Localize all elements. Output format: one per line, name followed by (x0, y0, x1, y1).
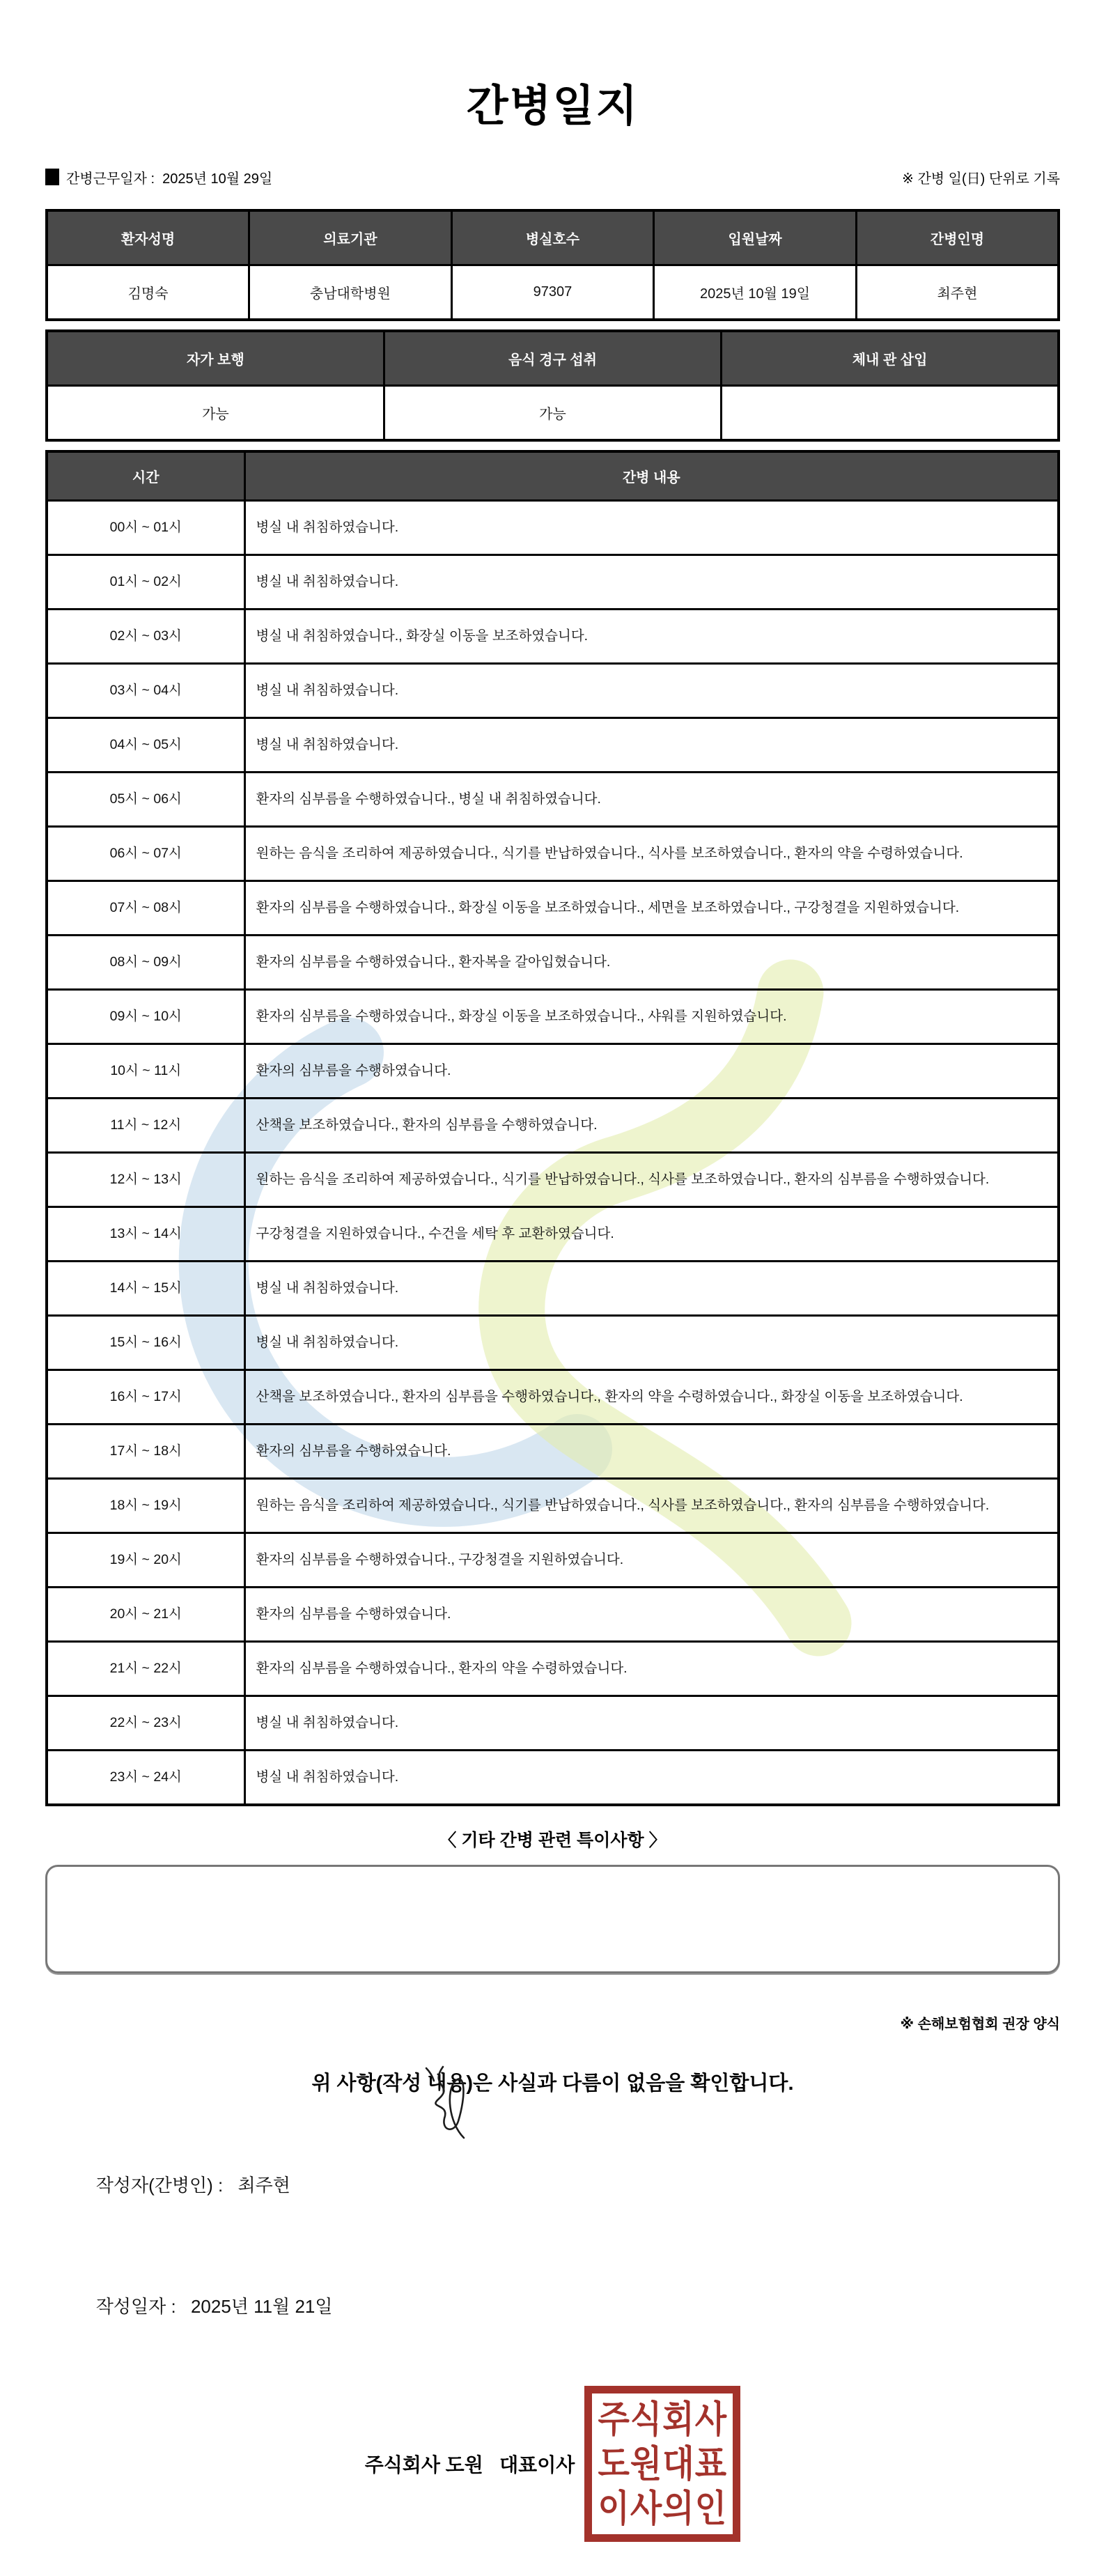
table-row (47, 718, 1059, 773)
table-row (47, 1425, 1059, 1479)
writer-line (56, 2148, 1060, 2248)
time-slot: 04시 ~ 05시 (47, 718, 244, 773)
value-internal-tube (722, 386, 1059, 441)
care-content: 구강청결을 지원하였습니다., 수건을 세탁 후 교환하였습니다. (244, 1207, 1059, 1262)
time-slot: 22시 ~ 23시 (47, 1696, 244, 1751)
care-content: 환자의 심부름을 수행하였습니다., 화장실 이동을 보조하였습니다., 샤워를 지원하였습니다. (244, 990, 1059, 1044)
time-slot: 23시 ~ 24시 (47, 1751, 244, 1806)
care-content: 산책을 보조하였습니다., 환자의 심부름을 수행하였습니다., 환자의 약을 수령하였습니다., 화장실 이동을 보조하였습니다. (244, 1370, 1059, 1425)
time-slot: 19시 ~ 20시 (47, 1533, 244, 1588)
page-title: 간병일지 (466, 82, 639, 130)
table-row (47, 555, 1059, 610)
time-slot: 10시 ~ 11시 (47, 1044, 244, 1099)
log-header-row (47, 451, 1059, 501)
care-content: 환자의 심부름을 수행하였습니다., 환자의 약을 수령하였습니다. (244, 1642, 1059, 1696)
table-row (47, 664, 1059, 718)
care-work-date (45, 169, 272, 188)
time-slot: 07시 ~ 08시 (47, 881, 244, 936)
status-value-row (47, 386, 1059, 441)
date-value: 2025년 11월 21일 (190, 2296, 333, 2317)
care-content: 병실 내 취침하였습니다. (244, 718, 1059, 773)
header-time: 시간 (47, 451, 244, 501)
table-row (47, 1316, 1059, 1370)
time-slot: 06시 ~ 07시 (47, 827, 244, 881)
care-content: 병실 내 취침하였습니다. (244, 664, 1059, 718)
table-row (47, 936, 1059, 990)
table-row (47, 1696, 1059, 1751)
time-slot: 12시 ~ 13시 (47, 1153, 244, 1207)
header-caregiver-name: 간병인명 (856, 210, 1059, 265)
value-caregiver-name: 최주현 (856, 265, 1059, 320)
value-medical-institution: 충남대학병원 (249, 265, 452, 320)
time-slot: 21시 ~ 22시 (47, 1642, 244, 1696)
company-row (45, 2386, 1060, 2542)
time-slot: 11시 ~ 12시 (47, 1099, 244, 1153)
notes-section-title: 〈 기타 간병 관련 특이사항 〉 (439, 1831, 667, 1850)
patient-info-table (45, 209, 1060, 321)
care-content: 병실 내 취침하였습니다. (244, 1262, 1059, 1316)
care-content: 병실 내 취침하였습니다. (244, 501, 1059, 555)
care-content: 병실 내 취침하였습니다. (244, 1316, 1059, 1370)
time-slot: 14시 ~ 15시 (47, 1262, 244, 1316)
notes-box (45, 1865, 1060, 1973)
status-header-row (47, 331, 1059, 386)
care-content: 병실 내 취침하였습니다. (244, 1751, 1059, 1806)
table-row (47, 881, 1059, 936)
care-content: 환자의 심부름을 수행하였습니다. (244, 1588, 1059, 1642)
table-row (47, 501, 1059, 555)
header-internal-tube: 체내 관 삽입 (722, 331, 1059, 386)
care-content: 환자의 심부름을 수행하였습니다., 환자복을 갈아입혔습니다. (244, 936, 1059, 990)
table-row (47, 1479, 1059, 1533)
time-slot: 00시 ~ 01시 (47, 501, 244, 555)
time-slot: 15시 ~ 16시 (47, 1316, 244, 1370)
table-row (47, 1642, 1059, 1696)
table-row (47, 1588, 1059, 1642)
table-row (47, 1262, 1059, 1316)
form-standard-note: ※ 손해보험협회 권장 양식 (900, 2017, 1060, 2032)
time-slot: 09시 ~ 10시 (47, 990, 244, 1044)
time-slot: 18시 ~ 19시 (47, 1479, 244, 1533)
table-row (47, 1099, 1059, 1153)
square-bullet-icon (45, 169, 59, 185)
value-patient-name: 김명숙 (47, 265, 249, 320)
patient-status-table (45, 329, 1060, 442)
care-content: 원하는 음식을 조리하여 제공하였습니다., 식기를 반납하였습니다., 식사를 보조하였습니다., 환자의 심부름을 수행하였습니다. (244, 1479, 1059, 1533)
date-label: 작성일자 : (95, 2296, 181, 2317)
value-oral-intake: 가능 (384, 386, 721, 441)
care-content: 병실 내 취침하였습니다. (244, 555, 1059, 610)
care-content: 병실 내 취침하였습니다. (244, 1696, 1059, 1751)
table-row (47, 610, 1059, 664)
record-unit-note: ※ 간병 일(日) 단위로 기록 (902, 171, 1060, 187)
table-row (47, 1370, 1059, 1425)
writer-name: 최주현 (237, 2175, 290, 2196)
care-work-date-text: 간병근무일자 : 2025년 10월 29일 (66, 171, 273, 187)
stamp-line: 도원대표 (598, 2442, 728, 2485)
header-care-content: 간병 내용 (244, 451, 1059, 501)
header-oral-intake: 음식 경구 섭취 (384, 331, 721, 386)
value-admission-date: 2025년 10월 19일 (654, 265, 857, 320)
table-row (47, 1207, 1059, 1262)
care-log-table (45, 450, 1060, 1806)
footer (45, 2071, 1060, 2542)
header-room-number: 병실호수 (451, 210, 654, 265)
care-content: 환자의 심부름을 수행하였습니다. (244, 1044, 1059, 1099)
time-slot: 05시 ~ 06시 (47, 773, 244, 827)
patient-info-value-row (47, 265, 1059, 320)
care-content: 산책을 보조하였습니다., 환자의 심부름을 수행하였습니다. (244, 1099, 1059, 1153)
corporate-seal-stamp (584, 2386, 740, 2542)
header-medical-institution: 의료기관 (249, 210, 452, 265)
table-row (47, 1751, 1059, 1806)
time-slot: 03시 ~ 04시 (47, 664, 244, 718)
care-content: 원하는 음식을 조리하여 제공하였습니다., 식기를 반납하였습니다., 식사를 보조하였습니다., 환자의 심부름을 수행하였습니다. (244, 1153, 1059, 1207)
header-self-walking: 자가 보행 (47, 331, 384, 386)
value-self-walking: 가능 (47, 386, 384, 441)
care-content: 환자의 심부름을 수행하였습니다., 병실 내 취침하였습니다. (244, 773, 1059, 827)
header-patient-name: 환자성명 (47, 210, 249, 265)
header-admission-date: 입원날짜 (654, 210, 857, 265)
table-row (47, 827, 1059, 881)
meta-row (45, 169, 1060, 188)
table-row (47, 990, 1059, 1044)
time-slot: 20시 ~ 21시 (47, 1588, 244, 1642)
writer-label: 작성자(간병인) : (95, 2175, 228, 2196)
stamp-line: 주식회사 (598, 2398, 728, 2440)
time-slot: 08시 ~ 09시 (47, 936, 244, 990)
confirmation-statement: 위 사항(작성 내용)은 사실과 다름이 없음을 확인합니다. (311, 2072, 794, 2095)
signature-scribble (411, 2056, 488, 2139)
care-content: 원하는 음식을 조리하여 제공하였습니다., 식기를 반납하였습니다., 식사를 보조하였습니다., 환자의 약을 수령하였습니다. (244, 827, 1059, 881)
time-slot: 01시 ~ 02시 (47, 555, 244, 610)
patient-info-header-row (47, 210, 1059, 265)
company-name: 주식회사 도원 대표이사 (364, 2454, 575, 2476)
table-row (47, 1044, 1059, 1099)
care-content: 환자의 심부름을 수행하였습니다., 구강청결을 지원하였습니다. (244, 1533, 1059, 1588)
time-slot: 02시 ~ 03시 (47, 610, 244, 664)
care-content: 환자의 심부름을 수행하였습니다. (244, 1425, 1059, 1479)
care-content: 병실 내 취침하였습니다., 화장실 이동을 보조하였습니다. (244, 610, 1059, 664)
value-room-number: 97307 (451, 265, 654, 320)
stamp-line: 이사의인 (598, 2487, 728, 2529)
time-slot: 17시 ~ 18시 (47, 1425, 244, 1479)
time-slot: 16시 ~ 17시 (47, 1370, 244, 1425)
time-slot: 13시 ~ 14시 (47, 1207, 244, 1262)
date-line (56, 2269, 1060, 2344)
table-row (47, 773, 1059, 827)
care-content: 환자의 심부름을 수행하였습니다., 화장실 이동을 보조하였습니다., 세면을 보조하였습니다., 구강청결을 지원하였습니다. (244, 881, 1059, 936)
table-row (47, 1533, 1059, 1588)
table-row (47, 1153, 1059, 1207)
